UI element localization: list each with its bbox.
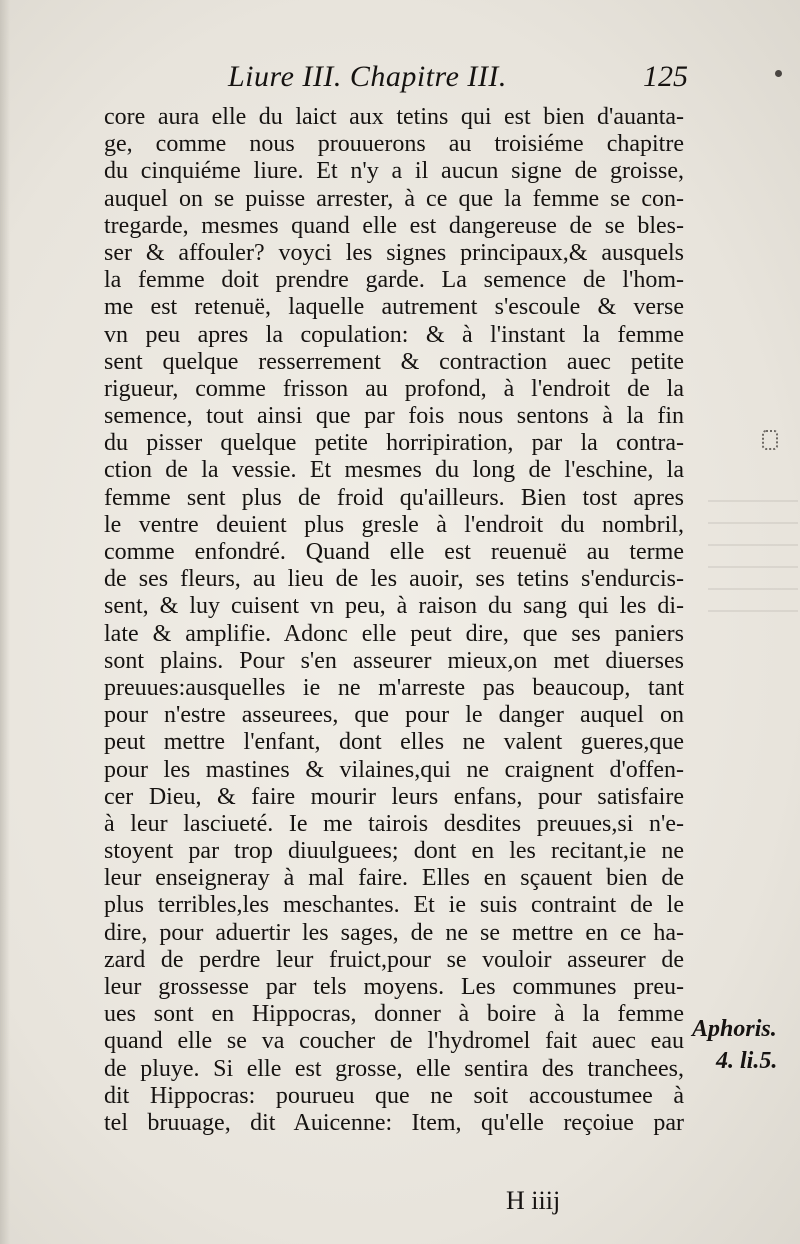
text-line: ser & affouler? voyci les signes principaux,& ausquels (104, 239, 684, 266)
running-title: Liure III. Chapitre III. (228, 60, 507, 93)
text-line: femme sent plus de froid qu'ailleurs. Bien tost apres (104, 484, 684, 511)
text-line: leur enseigneray à mal faire. Elles en sçauent bien de (104, 865, 684, 892)
page-header (228, 60, 688, 100)
text-line: plus terribles,les meschantes. Et ie suis contraint de le (104, 892, 684, 919)
text-line: peut mettre l'enfant, dont elles ne valent gueres,que (104, 729, 684, 756)
text-line: ues sont en Hippocras, donner à boire à la femme (104, 1001, 684, 1028)
margin-note-reference: 4. li.5. (716, 1048, 778, 1074)
text-line: late & amplifie. Adonc elle peut dire, que ses paniers (104, 620, 684, 647)
text-line: sent quelque resserrement & contraction auec petite (104, 348, 684, 375)
text-line: cer Dieu, & faire mourir leurs enfans, pour satisfaire (104, 783, 684, 810)
text-line: le ventre deuient plus gresle à l'endroit du nombril, (104, 511, 684, 538)
text-line: pour n'estre asseurees, que pour le danger auquel on (104, 702, 684, 729)
text-line: quand elle se va coucher de l'hydromel fait auec eau (104, 1028, 684, 1055)
text-line: zard de perdre leur fruict,pour se vouloir asseurer de (104, 946, 684, 973)
text-line: à leur lasciueté. Ie me tairois desdites preuues,si n'e- (104, 810, 684, 837)
text-line: auquel on se puisse arrester, à ce que la femme se con- (104, 185, 684, 212)
margin-note-aphoris: Aphoris. (692, 1016, 777, 1042)
text-line: me est retenuë, laquelle autrement s'escoule & verse (104, 294, 684, 321)
text-line: du pisser quelque petite horripiration, par la contra- (104, 430, 684, 457)
text-line: ction de la vessie. Et mesmes du long de l'eschine, la (104, 457, 684, 484)
signature-mark: H iiij (506, 1186, 561, 1215)
text-line: du cinquiéme liure. Et n'y a il aucun signe de groisse, (104, 158, 684, 185)
text-line: sent, & luy cuisent vn peu, à raison du sang qui les di- (104, 593, 684, 620)
body-text (104, 104, 684, 1137)
text-line: de pluye. Si elle est grosse, elle sentira des tranchees, (104, 1055, 684, 1082)
text-line: la femme doit prendre garde. La semence de l'hom- (104, 267, 684, 294)
page-gutter-shadow (0, 0, 10, 1244)
text-line: leur grossesse par tels moyens. Les communes preu- (104, 974, 684, 1000)
page-number: 125 (643, 60, 688, 93)
text-line: dit Hippocras: pourueu que ne soit accoustumee à (104, 1082, 684, 1109)
show-through-bleed (708, 500, 798, 620)
text-line: rigueur, comme frisson au profond, à l'endroit de la (104, 375, 684, 402)
text-line: ge, comme nous prouuerons au troisiéme chapitre (104, 131, 684, 158)
ink-dot (775, 70, 782, 77)
text-line: de ses fleurs, au lieu de les auoir, ses tetins s'endurcis- (104, 566, 684, 593)
text-line: pour les mastines & vilaines,qui ne craignent d'offen- (104, 756, 684, 783)
text-line: core aura elle du laict aux tetins qui est bien d'auanta- (104, 104, 684, 130)
text-line: dire, pour aduertir les sages, de ne se mettre en ce ha- (104, 919, 684, 946)
paper-speck (762, 430, 778, 450)
text-line: comme enfondré. Quand elle est reuenuë au terme (104, 539, 684, 565)
text-line: sont plains. Pour s'en asseurer mieux,on met diuerses (104, 647, 684, 674)
text-line: preuues:ausquelles ie ne m'arreste pas beaucoup, tant (104, 674, 684, 701)
text-line: tel bruuage, dit Auicenne: Item, qu'elle reçoiue par (104, 1109, 684, 1136)
text-line: stoyent par trop diuulguees; dont en les recitant,ie ne (104, 838, 684, 865)
text-line: tregarde, mesmes quand elle est dangereuse de se bles- (104, 212, 684, 239)
text-line: vn peu apres la copulation: & à l'instant la femme (104, 321, 684, 348)
text-line: semence, tout ainsi que par fois nous sentons à la fin (104, 403, 684, 430)
